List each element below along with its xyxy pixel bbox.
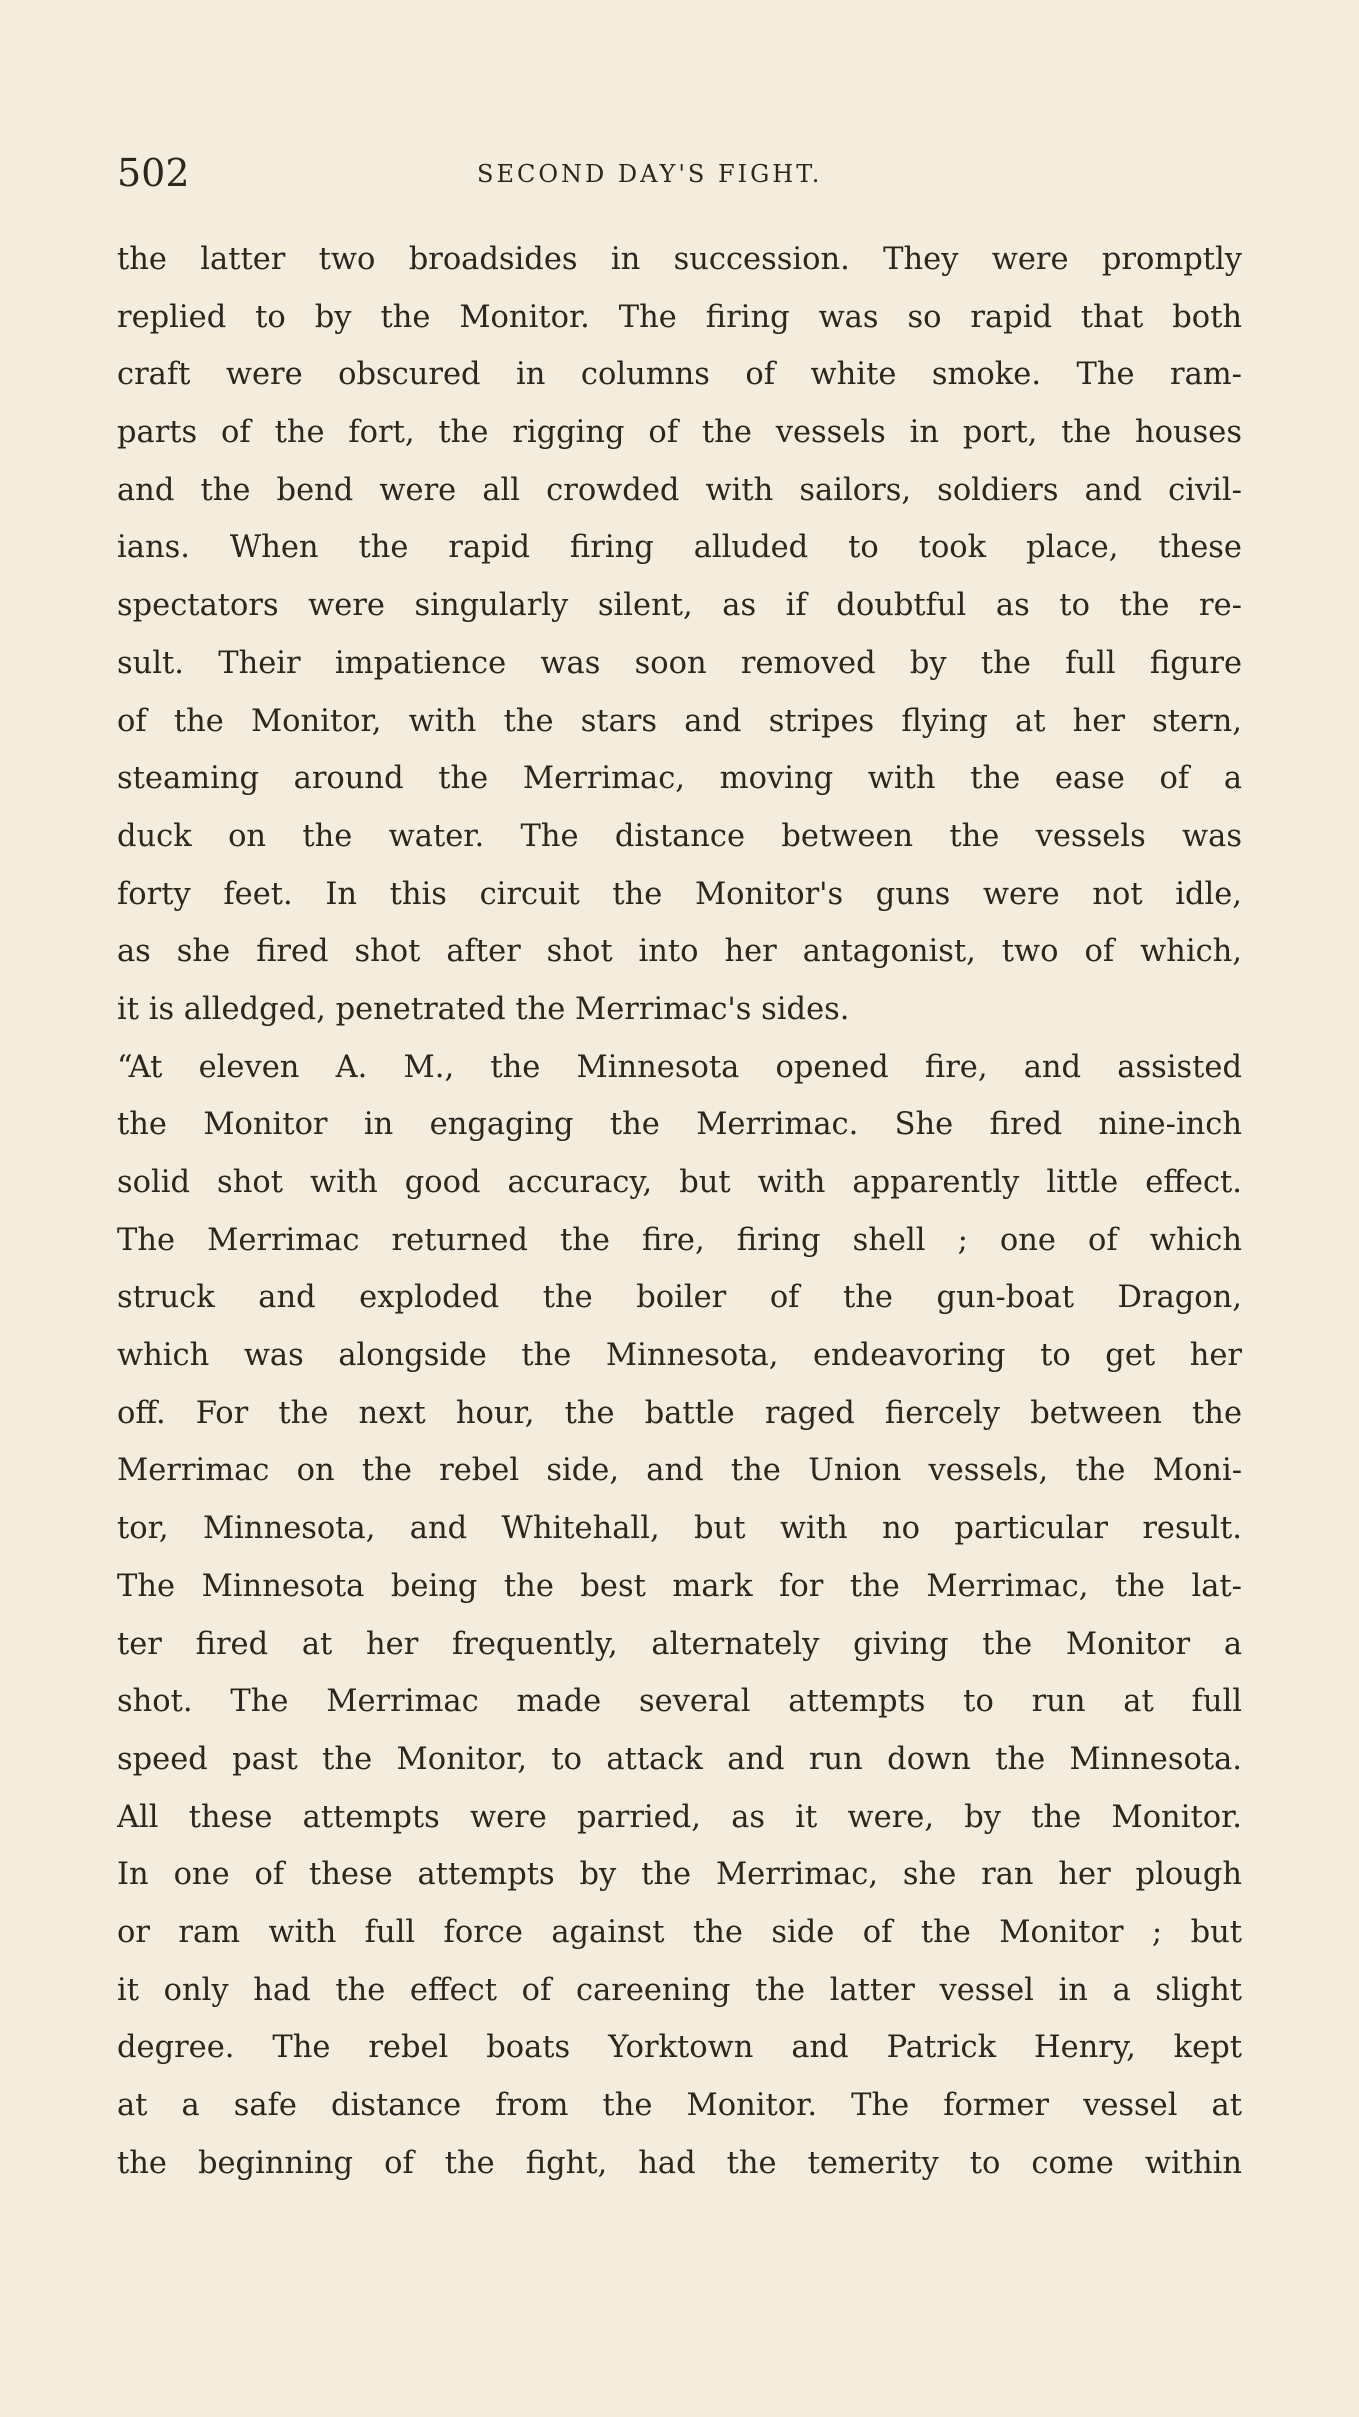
text-line: The Minnesota being the best mark for the Merrimac, the lat-: [117, 1568, 1242, 1604]
text-line: spectators were singularly silent, as if doubtful as to the re-: [117, 588, 1242, 624]
page-number: 502: [117, 151, 190, 195]
text-line: off. For the next hour, the battle raged fiercely between the: [117, 1395, 1242, 1431]
text-line: of the Monitor, with the stars and stripes flying at her stern,: [117, 703, 1242, 739]
body-text: [117, 231, 1242, 2192]
text-line: as she fired shot after shot into her antagonist, two of which,: [117, 934, 1242, 970]
text-line: ter fired at her frequently, alternately giving the Monitor a: [117, 1626, 1242, 1662]
text-line: shot. The Merrimac made several attempts to run at full: [117, 1684, 1242, 1720]
text-line: duck on the water. The distance between the vessels was: [117, 818, 1242, 854]
text-line: Merrimac on the rebel side, and the Union vessels, the Moni-: [117, 1453, 1242, 1489]
text-line: forty feet. In this circuit the Monitor's guns were not idle,: [117, 876, 1242, 912]
text-line: or ram with full force against the side of the Monitor ; but: [117, 1914, 1242, 1950]
text-line: degree. The rebel boats Yorktown and Patrick Henry, kept: [117, 2030, 1242, 2066]
text-line: at a safe distance from the Monitor. The former vessel at: [117, 2088, 1242, 2123]
text-line: and the bend were all crowded with sailors, soldiers and civil-: [117, 472, 1242, 508]
page-header: [117, 148, 1242, 198]
text-line: it is alledged, penetrated the Merrimac's sides.: [117, 991, 850, 1027]
text-line: In one of these attempts by the Merrimac, she ran her plough: [117, 1857, 1242, 1893]
text-line: it only had the effect of careening the latter vessel in a slight: [117, 1972, 1242, 2008]
text-line: speed past the Monitor, to attack and run down the Minnesota.: [117, 1741, 1242, 1777]
text-line: replied to by the Monitor. The firing was so rapid that both: [117, 299, 1242, 335]
text-line: which was alongside the Minnesota, endeavoring to get her: [117, 1338, 1242, 1374]
text-line: struck and exploded the boiler of the gun-boat Dragon,: [117, 1280, 1242, 1316]
text-line: “At eleven A. M., the Minnesota opened fire, and assisted: [117, 1049, 1242, 1085]
text-line: craft were obscured in columns of white smoke. The ram-: [117, 357, 1242, 393]
text-line: The Merrimac returned the fire, firing shell ; one of which: [117, 1222, 1242, 1258]
text-line: All these attempts were parried, as it were, by the Monitor.: [117, 1799, 1242, 1835]
text-line: ians. When the rapid firing alluded to took place, these: [117, 530, 1242, 566]
running-title: SECOND DAY'S FIGHT.: [477, 160, 823, 188]
text-line: the Monitor in engaging the Merrimac. She fired nine-inch: [117, 1107, 1242, 1143]
text-line: sult. Their impatience was soon removed by the full figure: [117, 645, 1242, 681]
text-line: the beginning of the fight, had the temerity to come within: [117, 2145, 1242, 2181]
text-line: steaming around the Merrimac, moving with the ease of a: [117, 761, 1242, 797]
text-line: tor, Minnesota, and Whitehall, but with no particular result.: [117, 1511, 1242, 1547]
text-line: the latter two broadsides in succession. They were promptly: [117, 242, 1242, 277]
text-line: parts of the fort, the rigging of the vessels in port, the houses: [117, 415, 1242, 451]
text-line: solid shot with good accuracy, but with apparently little effect.: [117, 1165, 1242, 1200]
